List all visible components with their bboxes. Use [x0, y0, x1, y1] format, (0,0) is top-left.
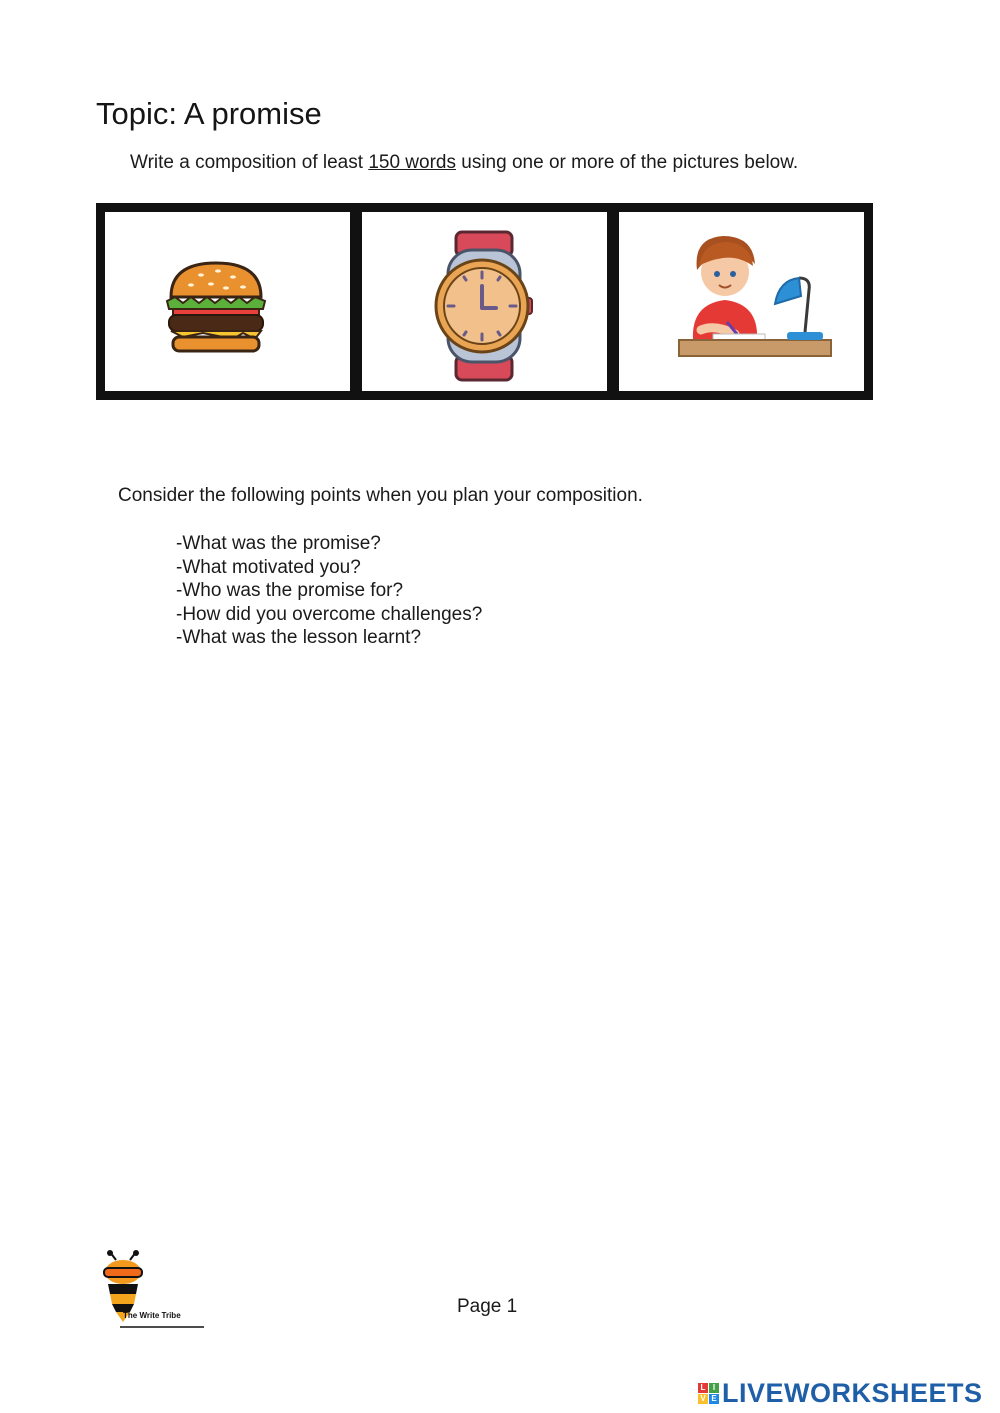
page-number: Page 1: [457, 1296, 518, 1317]
badge-letter: E: [709, 1394, 719, 1404]
guidance-intro: Consider the following points when you plan your composition.: [118, 485, 643, 506]
badge-letter: V: [698, 1394, 708, 1404]
liveworksheets-wordmark: LIVEWORKSHEETS: [722, 1377, 983, 1408]
guidance-point: -Who was the promise for?: [176, 580, 404, 601]
picture-panel-boy-studying: [610, 203, 873, 400]
picture-strip: [96, 203, 873, 400]
wristwatch-icon: [424, 228, 544, 384]
logo-caption: The Write Tribe: [123, 1311, 181, 1320]
instruction-word-count: 150 words: [368, 152, 456, 173]
worksheet-topic: Topic: A promise: [96, 96, 322, 131]
boy-studying-icon: [675, 230, 835, 380]
guidance-point: -What motivated you?: [176, 556, 361, 578]
liveworksheets-badge-icon: [698, 1383, 719, 1404]
picture-panel-watch: [353, 203, 616, 400]
picture-panel-burger: [96, 203, 359, 400]
guidance-point: -How did you overcome challenges?: [176, 603, 483, 625]
badge-letter: L: [698, 1383, 708, 1393]
worksheet-instruction: [130, 152, 798, 174]
burger-icon: [163, 257, 269, 357]
liveworksheets-brand[interactable]: [698, 1378, 983, 1408]
instruction-text-start: Write a composition of least: [130, 152, 369, 173]
instruction-text-end: using one or more of the pictures below.: [455, 152, 799, 173]
guidance-points: [176, 532, 482, 650]
guidance-point: -What was the lesson learnt?: [176, 627, 422, 648]
badge-letter: I: [709, 1383, 719, 1393]
guidance-point: -What was the promise?: [176, 533, 381, 554]
